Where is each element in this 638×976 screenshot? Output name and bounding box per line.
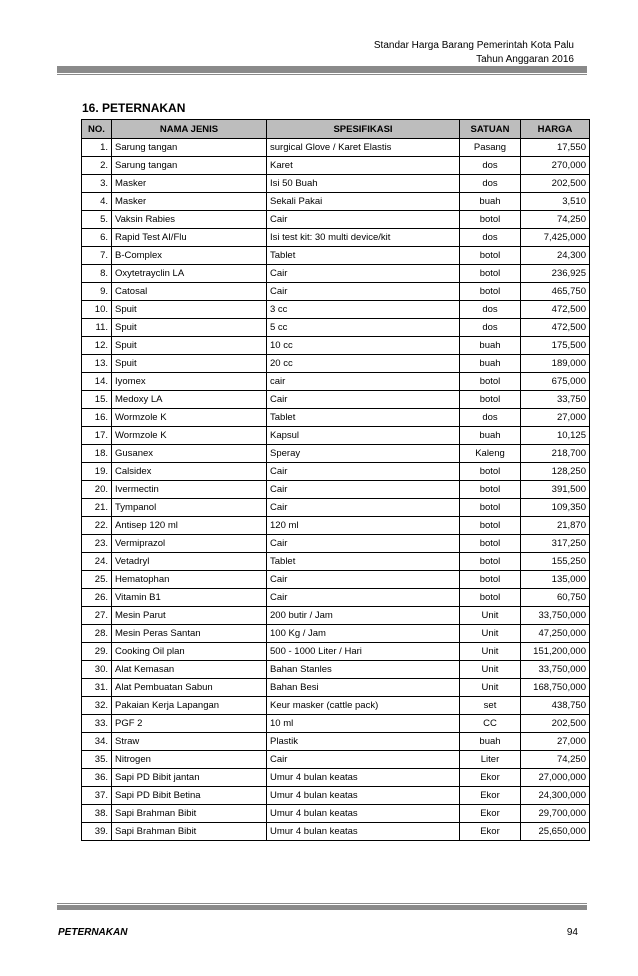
cell-spesifikasi: Umur 4 bulan keatas xyxy=(267,769,460,787)
table-row xyxy=(82,373,590,391)
cell-spesifikasi: Cair xyxy=(267,481,460,499)
cell-satuan: buah xyxy=(460,193,521,211)
cell-satuan: dos xyxy=(460,175,521,193)
table-row xyxy=(82,427,590,445)
cell-harga: 27,000,000 xyxy=(521,769,590,787)
cell-satuan: dos xyxy=(460,301,521,319)
cell-spesifikasi: 5 cc xyxy=(267,319,460,337)
cell-harga: 155,250 xyxy=(521,553,590,571)
cell-no: 1. xyxy=(82,139,112,157)
cell-satuan: Unit xyxy=(460,625,521,643)
col-header-satuan: SATUAN xyxy=(460,120,521,139)
cell-no: 9. xyxy=(82,283,112,301)
cell-nama-jenis: Nitrogen xyxy=(112,751,267,769)
cell-nama-jenis: Spuit xyxy=(112,355,267,373)
table-row xyxy=(82,679,590,697)
table-header-row xyxy=(82,120,590,139)
cell-harga: 25,650,000 xyxy=(521,823,590,841)
cell-satuan: CC xyxy=(460,715,521,733)
cell-harga: 27,000 xyxy=(521,409,590,427)
cell-harga: 151,200,000 xyxy=(521,643,590,661)
cell-nama-jenis: Straw xyxy=(112,733,267,751)
cell-spesifikasi: 100 Kg / Jam xyxy=(267,625,460,643)
cell-harga: 33,750,000 xyxy=(521,661,590,679)
cell-nama-jenis: Vitamin B1 xyxy=(112,589,267,607)
cell-no: 18. xyxy=(82,445,112,463)
cell-spesifikasi: Karet xyxy=(267,157,460,175)
cell-harga: 202,500 xyxy=(521,175,590,193)
cell-nama-jenis: PGF 2 xyxy=(112,715,267,733)
cell-nama-jenis: Mesin Parut xyxy=(112,607,267,625)
cell-satuan: botol xyxy=(460,463,521,481)
col-header-harga: HARGA xyxy=(521,120,590,139)
table-row xyxy=(82,391,590,409)
cell-spesifikasi: Umur 4 bulan keatas xyxy=(267,787,460,805)
cell-spesifikasi: Cair xyxy=(267,265,460,283)
cell-nama-jenis: Oxytetrayclin LA xyxy=(112,265,267,283)
table-row xyxy=(82,139,590,157)
cell-spesifikasi: Kapsul xyxy=(267,427,460,445)
cell-nama-jenis: Vetadryl xyxy=(112,553,267,571)
table-row xyxy=(82,445,590,463)
cell-spesifikasi: cair xyxy=(267,373,460,391)
cell-spesifikasi: Cair xyxy=(267,751,460,769)
cell-satuan: Ekor xyxy=(460,805,521,823)
cell-no: 3. xyxy=(82,175,112,193)
cell-no: 24. xyxy=(82,553,112,571)
cell-no: 12. xyxy=(82,337,112,355)
cell-no: 36. xyxy=(82,769,112,787)
footer-divider xyxy=(57,905,587,910)
cell-spesifikasi: 200 butir / Jam xyxy=(267,607,460,625)
cell-satuan: botol xyxy=(460,247,521,265)
cell-nama-jenis: Cooking Oil plan xyxy=(112,643,267,661)
table-row xyxy=(82,805,590,823)
cell-nama-jenis: Spuit xyxy=(112,319,267,337)
cell-harga: 29,700,000 xyxy=(521,805,590,823)
cell-nama-jenis: Tympanol xyxy=(112,499,267,517)
footer-section-label: PETERNAKAN xyxy=(58,927,128,938)
table-row xyxy=(82,463,590,481)
cell-satuan: Ekor xyxy=(460,787,521,805)
cell-spesifikasi: Cair xyxy=(267,283,460,301)
cell-satuan: botol xyxy=(460,553,521,571)
cell-nama-jenis: Medoxy LA xyxy=(112,391,267,409)
cell-spesifikasi: Tablet xyxy=(267,409,460,427)
table-row xyxy=(82,823,590,841)
cell-satuan: botol xyxy=(460,481,521,499)
cell-no: 14. xyxy=(82,373,112,391)
table-row xyxy=(82,517,590,535)
cell-no: 13. xyxy=(82,355,112,373)
cell-nama-jenis: Spuit xyxy=(112,301,267,319)
cell-spesifikasi: Tablet xyxy=(267,553,460,571)
footer-divider-thin xyxy=(57,903,587,904)
cell-no: 6. xyxy=(82,229,112,247)
header-divider-thin xyxy=(57,74,587,75)
cell-no: 23. xyxy=(82,535,112,553)
cell-spesifikasi: 10 ml xyxy=(267,715,460,733)
cell-spesifikasi: Isi 50 Buah xyxy=(267,175,460,193)
cell-nama-jenis: Hematophan xyxy=(112,571,267,589)
table-row xyxy=(82,589,590,607)
cell-nama-jenis: Masker xyxy=(112,193,267,211)
cell-no: 30. xyxy=(82,661,112,679)
cell-nama-jenis: Sapi PD Bibit jantan xyxy=(112,769,267,787)
cell-satuan: botol xyxy=(460,391,521,409)
cell-spesifikasi: Keur masker (cattle pack) xyxy=(267,697,460,715)
cell-no: 22. xyxy=(82,517,112,535)
cell-harga: 74,250 xyxy=(521,211,590,229)
table-row xyxy=(82,157,590,175)
cell-spesifikasi: Cair xyxy=(267,211,460,229)
cell-harga: 24,300 xyxy=(521,247,590,265)
cell-harga: 465,750 xyxy=(521,283,590,301)
table-row xyxy=(82,283,590,301)
cell-nama-jenis: B-Complex xyxy=(112,247,267,265)
cell-no: 19. xyxy=(82,463,112,481)
table-row xyxy=(82,661,590,679)
cell-harga: 33,750 xyxy=(521,391,590,409)
cell-harga: 438,750 xyxy=(521,697,590,715)
cell-harga: 33,750,000 xyxy=(521,607,590,625)
cell-nama-jenis: Vaksin Rabies xyxy=(112,211,267,229)
table-row xyxy=(82,337,590,355)
cell-satuan: Unit xyxy=(460,661,521,679)
cell-no: 38. xyxy=(82,805,112,823)
table-row xyxy=(82,733,590,751)
table-row xyxy=(82,751,590,769)
table-row xyxy=(82,643,590,661)
cell-nama-jenis: Wormzole K xyxy=(112,409,267,427)
cell-harga: 3,510 xyxy=(521,193,590,211)
table-row xyxy=(82,499,590,517)
table-row xyxy=(82,409,590,427)
cell-harga: 17,550 xyxy=(521,139,590,157)
cell-satuan: botol xyxy=(460,571,521,589)
cell-no: 8. xyxy=(82,265,112,283)
table-row xyxy=(82,229,590,247)
cell-spesifikasi: Plastik xyxy=(267,733,460,751)
cell-harga: 10,125 xyxy=(521,427,590,445)
col-header-nama-jenis: NAMA JENIS xyxy=(112,120,267,139)
header-divider xyxy=(57,66,587,73)
cell-no: 37. xyxy=(82,787,112,805)
cell-satuan: botol xyxy=(460,283,521,301)
table-row xyxy=(82,607,590,625)
table-row xyxy=(82,319,590,337)
cell-harga: 472,500 xyxy=(521,301,590,319)
cell-nama-jenis: Masker xyxy=(112,175,267,193)
cell-satuan: dos xyxy=(460,157,521,175)
cell-spesifikasi: Cair xyxy=(267,463,460,481)
cell-harga: 21,870 xyxy=(521,517,590,535)
cell-harga: 202,500 xyxy=(521,715,590,733)
cell-harga: 270,000 xyxy=(521,157,590,175)
cell-no: 28. xyxy=(82,625,112,643)
cell-no: 27. xyxy=(82,607,112,625)
col-header-no: NO. xyxy=(82,120,112,139)
cell-nama-jenis: Sapi PD Bibit Betina xyxy=(112,787,267,805)
cell-harga: 317,250 xyxy=(521,535,590,553)
table-row xyxy=(82,787,590,805)
cell-satuan: Pasang xyxy=(460,139,521,157)
cell-harga: 74,250 xyxy=(521,751,590,769)
cell-spesifikasi: Bahan Stanles xyxy=(267,661,460,679)
cell-nama-jenis: Alat Kemasan xyxy=(112,661,267,679)
cell-satuan: botol xyxy=(460,499,521,517)
table-row xyxy=(82,265,590,283)
cell-no: 35. xyxy=(82,751,112,769)
cell-nama-jenis: Sarung tangan xyxy=(112,139,267,157)
cell-harga: 236,925 xyxy=(521,265,590,283)
cell-nama-jenis: Wormzole K xyxy=(112,427,267,445)
cell-no: 39. xyxy=(82,823,112,841)
cell-no: 17. xyxy=(82,427,112,445)
cell-satuan: buah xyxy=(460,427,521,445)
cell-nama-jenis: Pakaian Kerja Lapangan xyxy=(112,697,267,715)
table-row xyxy=(82,697,590,715)
cell-spesifikasi: Cair xyxy=(267,535,460,553)
cell-nama-jenis: Ivermectin xyxy=(112,481,267,499)
cell-satuan: dos xyxy=(460,409,521,427)
table-row xyxy=(82,301,590,319)
cell-spesifikasi: Cair xyxy=(267,499,460,517)
table-row xyxy=(82,715,590,733)
price-table xyxy=(81,119,590,841)
cell-nama-jenis: Calsidex xyxy=(112,463,267,481)
cell-no: 7. xyxy=(82,247,112,265)
cell-nama-jenis: Sapi Brahman Bibit xyxy=(112,823,267,841)
table-row xyxy=(82,211,590,229)
cell-harga: 128,250 xyxy=(521,463,590,481)
cell-harga: 60,750 xyxy=(521,589,590,607)
cell-spesifikasi: surgical Glove / Karet Elastis xyxy=(267,139,460,157)
cell-harga: 168,750,000 xyxy=(521,679,590,697)
cell-harga: 135,000 xyxy=(521,571,590,589)
cell-satuan: Ekor xyxy=(460,823,521,841)
cell-no: 26. xyxy=(82,589,112,607)
cell-spesifikasi: Cair xyxy=(267,589,460,607)
cell-no: 33. xyxy=(82,715,112,733)
cell-spesifikasi: Cair xyxy=(267,571,460,589)
cell-no: 15. xyxy=(82,391,112,409)
cell-spesifikasi: Bahan Besi xyxy=(267,679,460,697)
cell-satuan: Liter xyxy=(460,751,521,769)
cell-harga: 391,500 xyxy=(521,481,590,499)
cell-satuan: botol xyxy=(460,265,521,283)
cell-nama-jenis: Sarung tangan xyxy=(112,157,267,175)
header-year: Tahun Anggaran 2016 xyxy=(476,54,574,65)
cell-nama-jenis: Alat Pembuatan Sabun xyxy=(112,679,267,697)
cell-satuan: Unit xyxy=(460,643,521,661)
header-title: Standar Harga Barang Pemerintah Kota Palu xyxy=(373,40,574,51)
cell-satuan: botol xyxy=(460,211,521,229)
cell-harga: 175,500 xyxy=(521,337,590,355)
cell-spesifikasi: Cair xyxy=(267,391,460,409)
cell-no: 20. xyxy=(82,481,112,499)
cell-nama-jenis: Rapid Test AI/Flu xyxy=(112,229,267,247)
cell-spesifikasi: Umur 4 bulan keatas xyxy=(267,805,460,823)
cell-no: 11. xyxy=(82,319,112,337)
cell-nama-jenis: Vermiprazol xyxy=(112,535,267,553)
cell-nama-jenis: Sapi Brahman Bibit xyxy=(112,805,267,823)
cell-no: 31. xyxy=(82,679,112,697)
cell-harga: 675,000 xyxy=(521,373,590,391)
table-body xyxy=(82,139,590,841)
cell-satuan: dos xyxy=(460,229,521,247)
cell-harga: 27,000 xyxy=(521,733,590,751)
cell-no: 34. xyxy=(82,733,112,751)
cell-harga: 189,000 xyxy=(521,355,590,373)
cell-satuan: buah xyxy=(460,355,521,373)
cell-no: 5. xyxy=(82,211,112,229)
cell-satuan: botol xyxy=(460,535,521,553)
table-row xyxy=(82,625,590,643)
cell-harga: 472,500 xyxy=(521,319,590,337)
cell-satuan: Kaleng xyxy=(460,445,521,463)
cell-satuan: Unit xyxy=(460,607,521,625)
cell-harga: 7,425,000 xyxy=(521,229,590,247)
cell-nama-jenis: Spuit xyxy=(112,337,267,355)
cell-nama-jenis: Antisep 120 ml xyxy=(112,517,267,535)
cell-spesifikasi: 20 cc xyxy=(267,355,460,373)
cell-spesifikasi: 120 ml xyxy=(267,517,460,535)
cell-spesifikasi: Umur 4 bulan keatas xyxy=(267,823,460,841)
cell-nama-jenis: Gusanex xyxy=(112,445,267,463)
cell-satuan: buah xyxy=(460,733,521,751)
table-row xyxy=(82,535,590,553)
cell-spesifikasi: Sekali Pakai xyxy=(267,193,460,211)
cell-no: 10. xyxy=(82,301,112,319)
cell-satuan: botol xyxy=(460,373,521,391)
cell-no: 16. xyxy=(82,409,112,427)
cell-nama-jenis: Mesin Peras Santan xyxy=(112,625,267,643)
cell-no: 21. xyxy=(82,499,112,517)
cell-nama-jenis: Iyomex xyxy=(112,373,267,391)
cell-no: 4. xyxy=(82,193,112,211)
cell-no: 32. xyxy=(82,697,112,715)
cell-spesifikasi: 500 - 1000 Liter / Hari xyxy=(267,643,460,661)
table-row xyxy=(82,481,590,499)
table-row xyxy=(82,553,590,571)
col-header-spesifikasi: SPESIFIKASI xyxy=(267,120,460,139)
cell-spesifikasi: 10 cc xyxy=(267,337,460,355)
cell-harga: 24,300,000 xyxy=(521,787,590,805)
cell-satuan: botol xyxy=(460,589,521,607)
cell-spesifikasi: 3 cc xyxy=(267,301,460,319)
cell-harga: 218,700 xyxy=(521,445,590,463)
cell-no: 2. xyxy=(82,157,112,175)
cell-satuan: botol xyxy=(460,517,521,535)
table-row xyxy=(82,193,590,211)
cell-satuan: Ekor xyxy=(460,769,521,787)
table-row xyxy=(82,571,590,589)
cell-spesifikasi: Speray xyxy=(267,445,460,463)
cell-harga: 109,350 xyxy=(521,499,590,517)
cell-no: 25. xyxy=(82,571,112,589)
cell-satuan: set xyxy=(460,697,521,715)
cell-no: 29. xyxy=(82,643,112,661)
section-title: 16. PETERNAKAN xyxy=(82,101,186,115)
cell-satuan: Unit xyxy=(460,679,521,697)
cell-harga: 47,250,000 xyxy=(521,625,590,643)
table-row xyxy=(82,175,590,193)
cell-nama-jenis: Catosal xyxy=(112,283,267,301)
cell-satuan: buah xyxy=(460,337,521,355)
cell-satuan: dos xyxy=(460,319,521,337)
table-row xyxy=(82,247,590,265)
table-row xyxy=(82,769,590,787)
table-row xyxy=(82,355,590,373)
page-number: 94 xyxy=(566,927,578,938)
cell-spesifikasi: Tablet xyxy=(267,247,460,265)
cell-spesifikasi: Isi test kit: 30 multi device/kit xyxy=(267,229,460,247)
